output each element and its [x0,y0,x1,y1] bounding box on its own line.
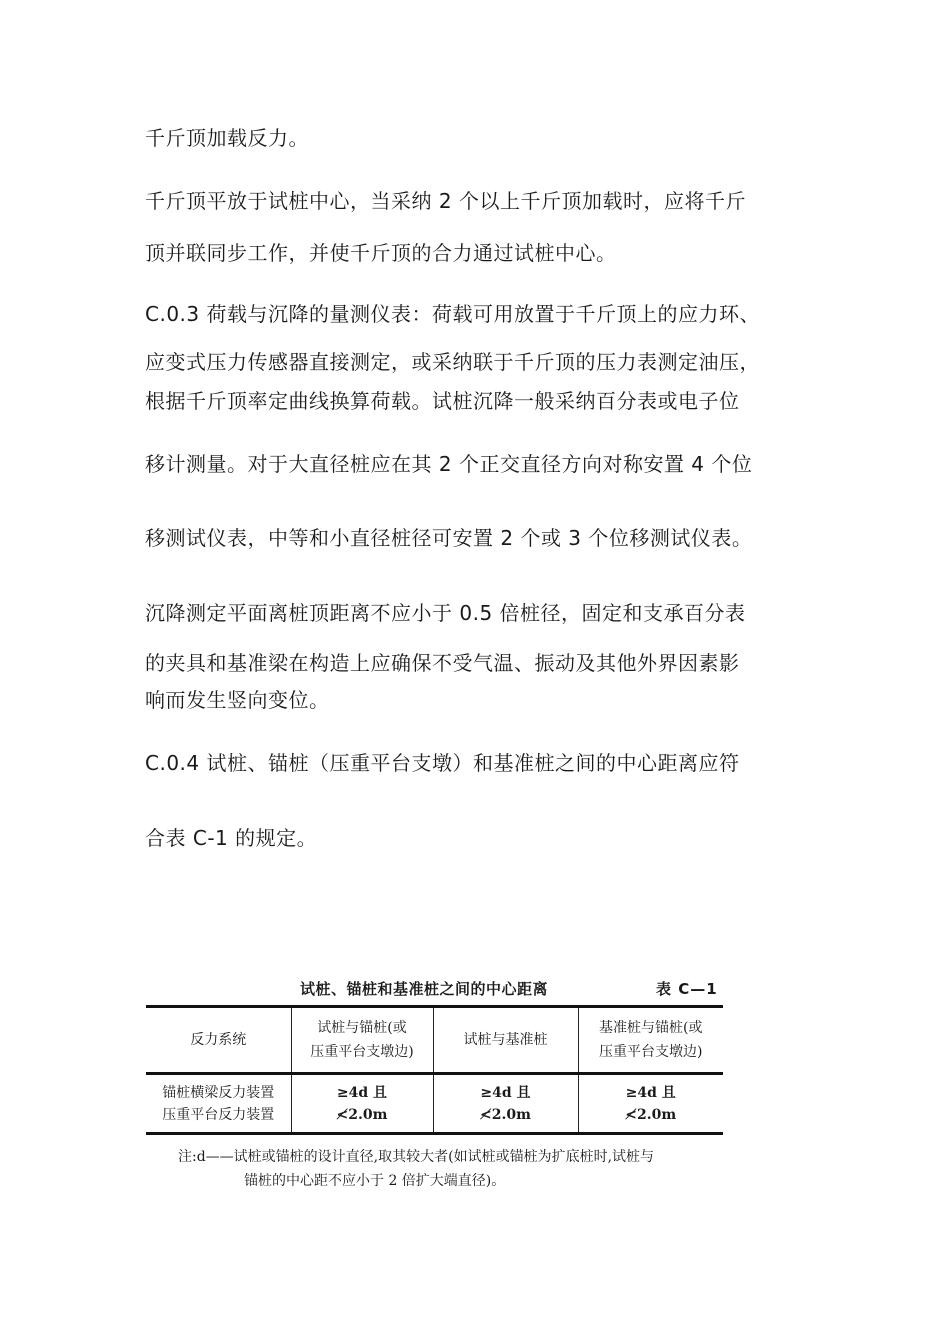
paragraph-line: 响而发生竖向变位。 [145,688,330,712]
cell-value: ≮2.0m [336,1106,388,1123]
cell-value: ≮2.0m [480,1106,531,1123]
table-number: 表 C—1 [656,980,718,998]
paragraph-line: C.0.3 荷载与沉降的量测仪表：荷载可用放置于千斤顶上的应力环、 [145,302,760,326]
paragraph-line: 顶并联同步工作，并使千斤顶的合力通过试桩中心。 [145,241,617,265]
paragraph-line: 移计测量。对于大直径桩应在其 2 个正交直径方向对称安置 4 个位 [145,452,753,476]
cell-value: ≥4d 且 [480,1084,531,1101]
value-cell [578,1074,723,1134]
row-label: 锚桩横梁反力装置 [162,1084,275,1101]
table-note [178,1145,654,1193]
row-label-cell [146,1074,291,1134]
header-text: 反力系统 [190,1032,247,1048]
paragraph-line: 千斤顶加载反力。 [145,126,309,150]
paragraph-line: 的夹具和基准梁在构造上应确保不受气温、振动及其他外界因素影 [145,651,740,675]
header-text: 试桩与锚桩(或 [317,1020,407,1036]
paragraph-line: 根据千斤顶率定曲线换算荷载。试桩沉降一般采纳百分表或电子位 [145,389,740,413]
header-reference-anchor [578,1007,723,1074]
distance-table [146,1005,723,1135]
paragraph-line: 沉降测定平面离桩顶距离不应小于 0.5 倍桩径，固定和支承百分表 [145,601,746,625]
note-line: 锚桩的中心距不应小于 2 倍扩大端直径)。 [244,1173,506,1189]
header-text: 试桩与基准桩 [463,1032,548,1048]
header-test-anchor [291,1007,433,1074]
note-line: 注:d——试桩或锚桩的设计直径,取其较大者(如试桩或锚桩为扩底桩时,试桩与 [178,1149,655,1165]
row-label: 压重平台反力装置 [162,1106,275,1123]
cell-value: ≮2.0m [625,1106,677,1123]
header-reaction-system [146,1007,291,1074]
value-cell [433,1074,578,1134]
table-header-row [146,1007,723,1074]
table-row [146,1074,723,1134]
table-title: 试桩、锚桩和基准桩之间的中心距离 [300,980,549,998]
header-text: 压重平台支墩边) [599,1044,703,1060]
paragraph-line: 应变式压力传感器直接测定，或采纳联于千斤顶的压力表测定油压， [145,350,760,374]
cell-value: ≥4d 且 [625,1084,676,1101]
paragraph-line: 合表 C-1 的规定。 [145,826,318,850]
paragraph-line: C.0.4 试桩、锚桩（压重平台支墩）和基准桩之间的中心距离应符 [145,751,740,775]
paragraph-line: 千斤顶平放于试桩中心，当采纳 2 个以上千斤顶加载时，应将千斤 [145,189,746,213]
cell-value: ≥4d 且 [336,1084,388,1101]
header-text: 压重平台支墩边) [310,1044,414,1060]
paragraph-line: 移测试仪表，中等和小直径桩径可安置 2 个或 3 个位移测试仪表。 [145,526,753,550]
header-text: 基准桩与锚桩(或 [599,1020,703,1036]
header-test-reference [433,1007,578,1074]
value-cell [291,1074,433,1134]
